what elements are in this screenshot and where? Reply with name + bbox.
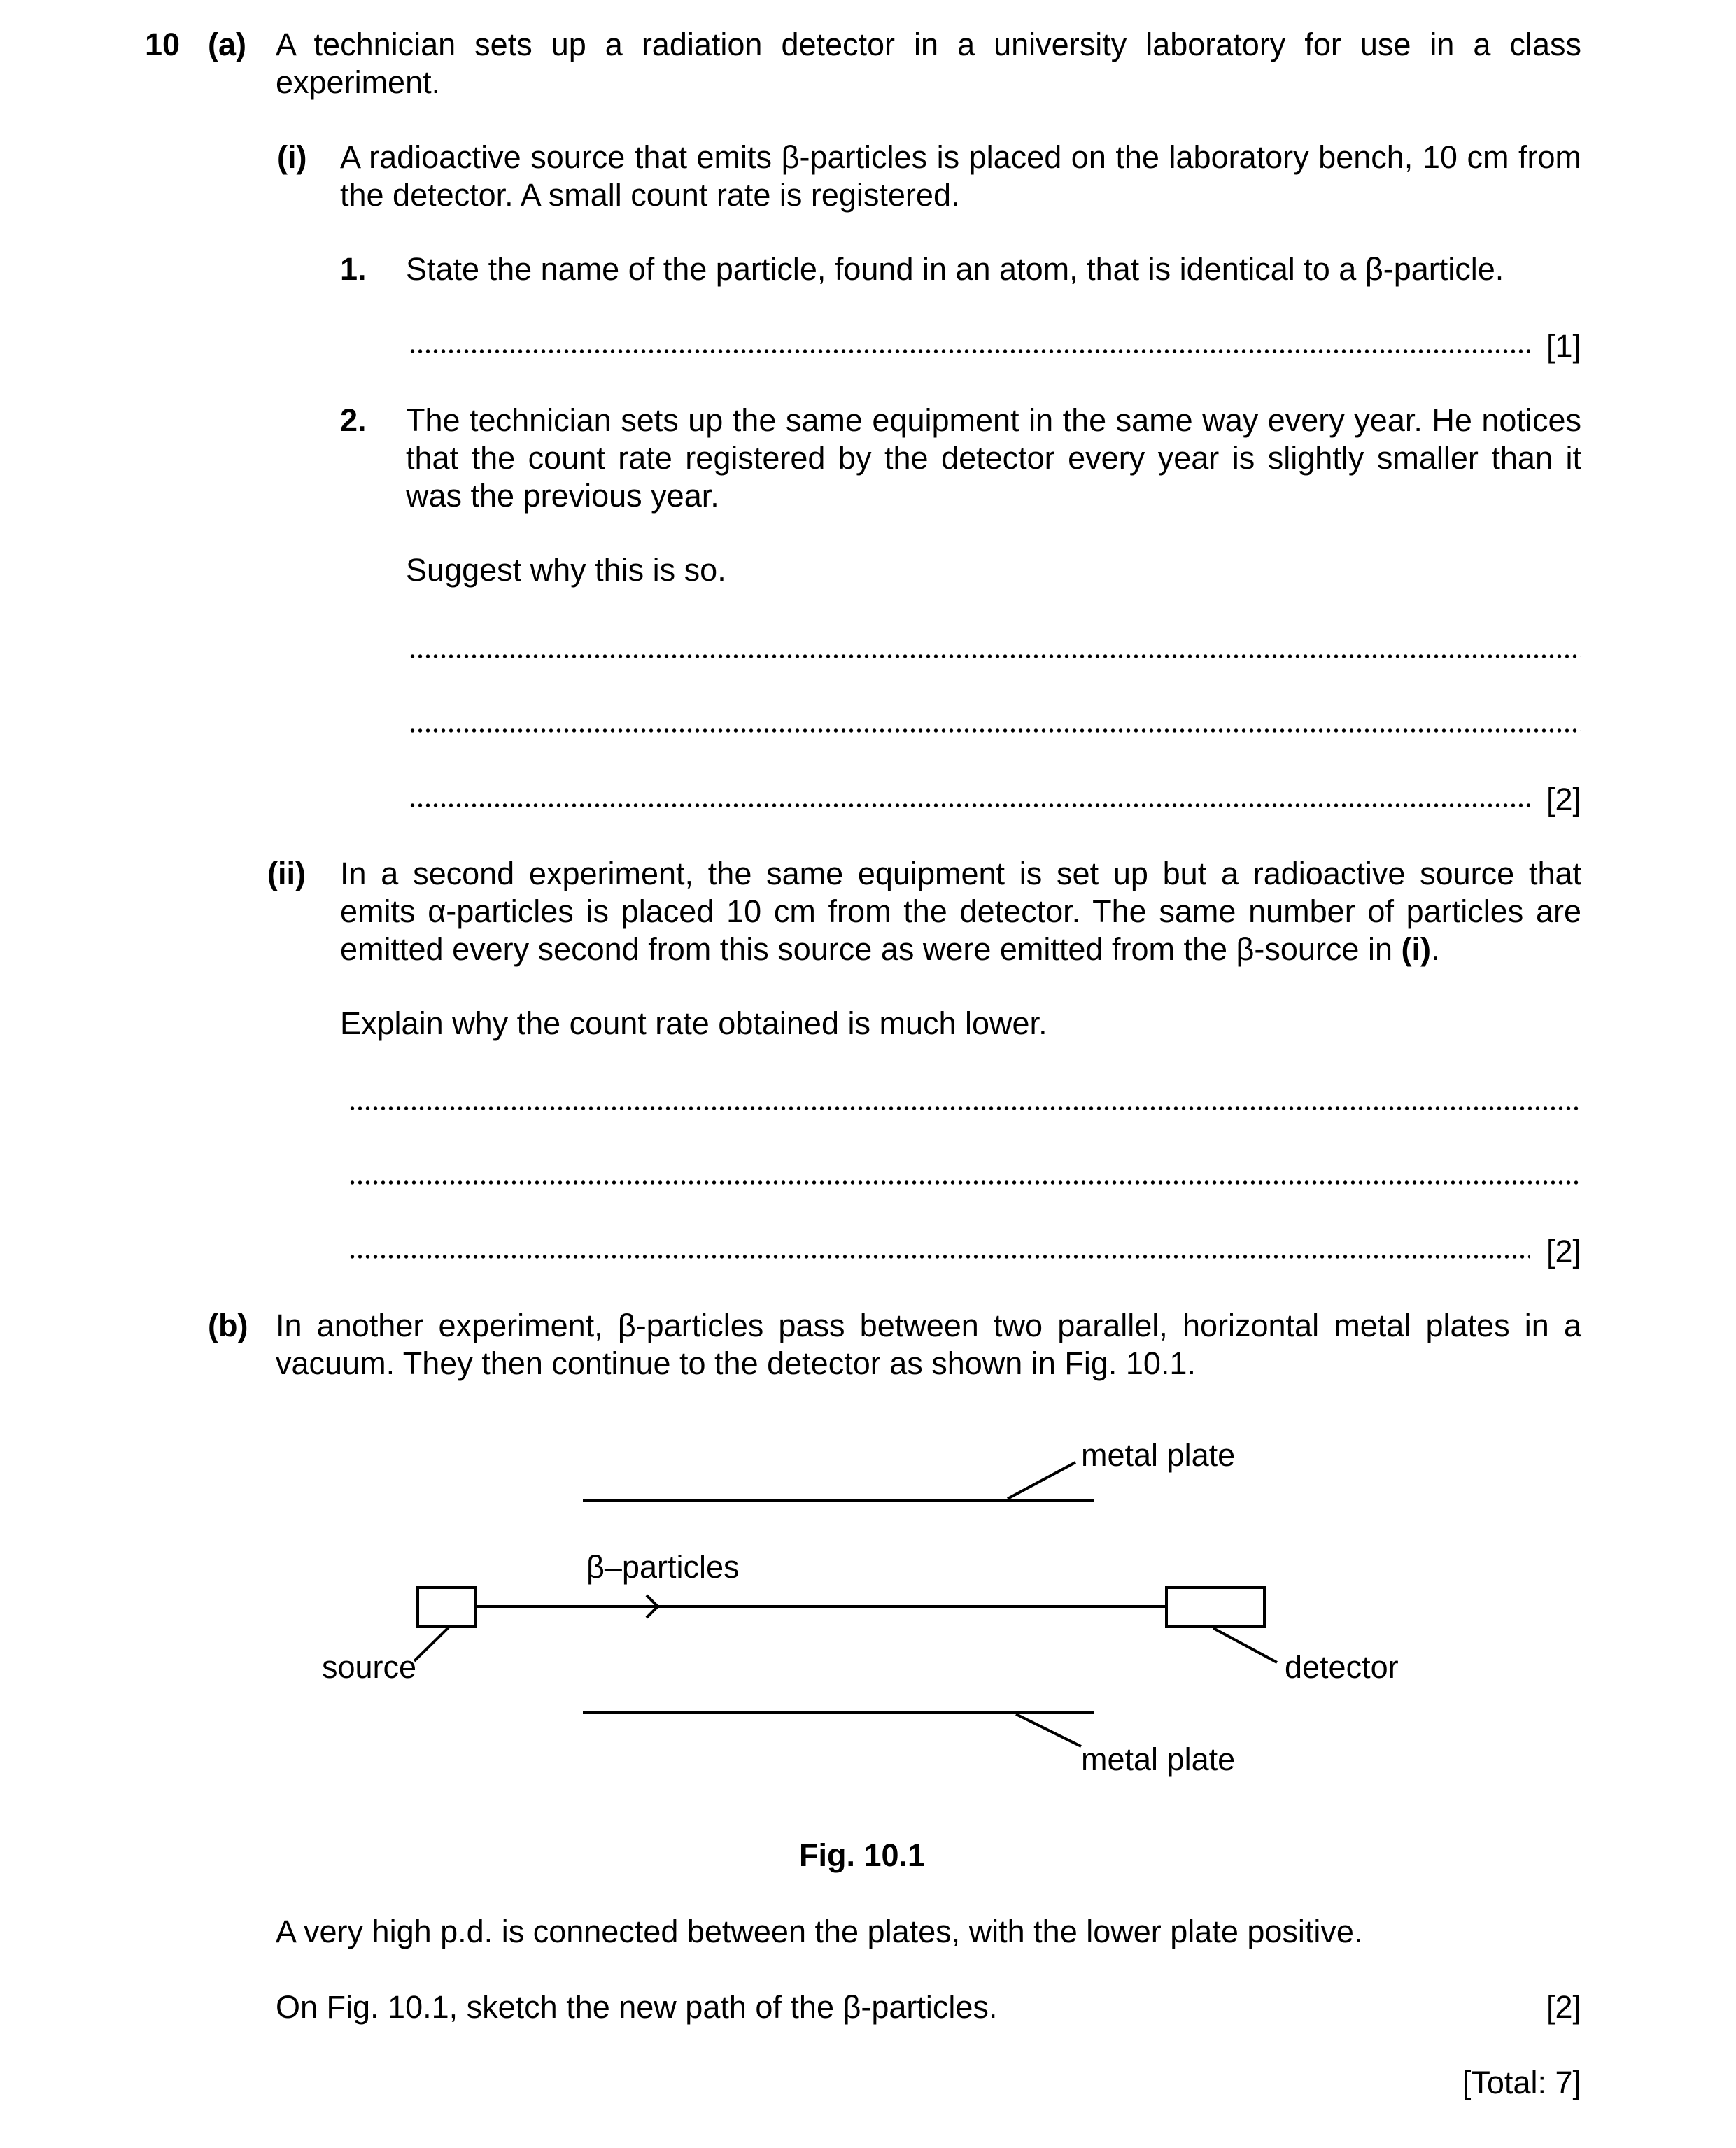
sub-i-text: A radioactive source that emits β-particles is placed on the laboratory bench, 10 cm from the detector. A small count rate is registered.	[340, 139, 1581, 213]
sub-ii-prompt: Explain why the count rate obtained is much lower.	[340, 1005, 1047, 1041]
q2-text: The technician sets up the same equipment in the same way every year. He notices that the count rate registered by the detector every year is slightly smaller than it was the previous year.	[406, 402, 1581, 514]
q2-answer-line-2[interactable]	[409, 728, 1581, 733]
sub-ii-answer-line-2[interactable]	[348, 1180, 1581, 1185]
part-b-mark: [2]	[1546, 1989, 1581, 2025]
source-leader	[414, 1627, 449, 1661]
sub-ii-text-main: In a second experiment, the same equipment is set up but a radioactive source that emits α-particles is placed 10 cm from the detector. The same number of particles are emitted every second from this source as were emitted from the β-source in	[340, 856, 1581, 967]
sub-ii-answer-line-3[interactable]	[348, 1254, 1530, 1259]
q2-mark: [2]	[1546, 782, 1581, 817]
q1-answer-line[interactable]	[409, 348, 1530, 354]
q1-text: State the name of the particle, found in an atom, that is identical to a β-particle.	[406, 251, 1504, 287]
label-metal-plate-top: metal plate	[1081, 1437, 1236, 1473]
part-b-statement: A very high p.d. is connected between the plates, with the lower plate positive.	[276, 1914, 1363, 1949]
part-b-task: On Fig. 10.1, sketch the new path of the β-particles.	[276, 1989, 998, 2025]
detector-leader	[1213, 1628, 1277, 1662]
sub-ii-text	[340, 855, 1581, 968]
top-plate-leader	[1008, 1462, 1075, 1499]
total-marks: [Total: 7]	[1462, 2065, 1581, 2100]
sub-ii-label: (ii)	[267, 856, 306, 891]
sub-ii-mark: [2]	[1546, 1234, 1581, 1269]
beta-arrowhead	[647, 1595, 658, 1618]
sub-ii-answer-line-1[interactable]	[348, 1105, 1581, 1111]
bottom-plate-leader	[1016, 1714, 1081, 1746]
sub-i-label: (i)	[277, 139, 307, 175]
q2-answer-line-3[interactable]	[409, 803, 1530, 808]
sub-ii-text-end: .	[1430, 931, 1440, 967]
sub-ii-ref: (i)	[1401, 931, 1431, 967]
q1-label: 1.	[340, 251, 367, 287]
label-detector: detector	[1285, 1649, 1399, 1685]
q1-mark: [1]	[1546, 328, 1581, 364]
part-a-intro: A technician sets up a radiation detector in a university laboratory for use in a class experiment.	[276, 27, 1581, 100]
q2-label: 2.	[340, 402, 367, 438]
part-a-label: (a)	[208, 27, 246, 62]
label-source: source	[322, 1649, 417, 1685]
figure-caption: Fig. 10.1	[799, 1837, 926, 1873]
source-box	[418, 1588, 475, 1627]
label-beta-particles: β–particles	[586, 1549, 740, 1585]
part-b-intro: In another experiment, β-particles pass between two parallel, horizontal metal plates in a vacuum. They then continue to the detector as shown in Fig. 10.1.	[276, 1308, 1581, 1381]
part-b-label: (b)	[208, 1308, 248, 1343]
question-number: 10	[145, 27, 181, 62]
detector-box	[1166, 1588, 1264, 1627]
label-metal-plate-bottom: metal plate	[1081, 1741, 1236, 1777]
q2-prompt: Suggest why this is so.	[406, 552, 726, 588]
q2-answer-line-1[interactable]	[409, 653, 1581, 659]
